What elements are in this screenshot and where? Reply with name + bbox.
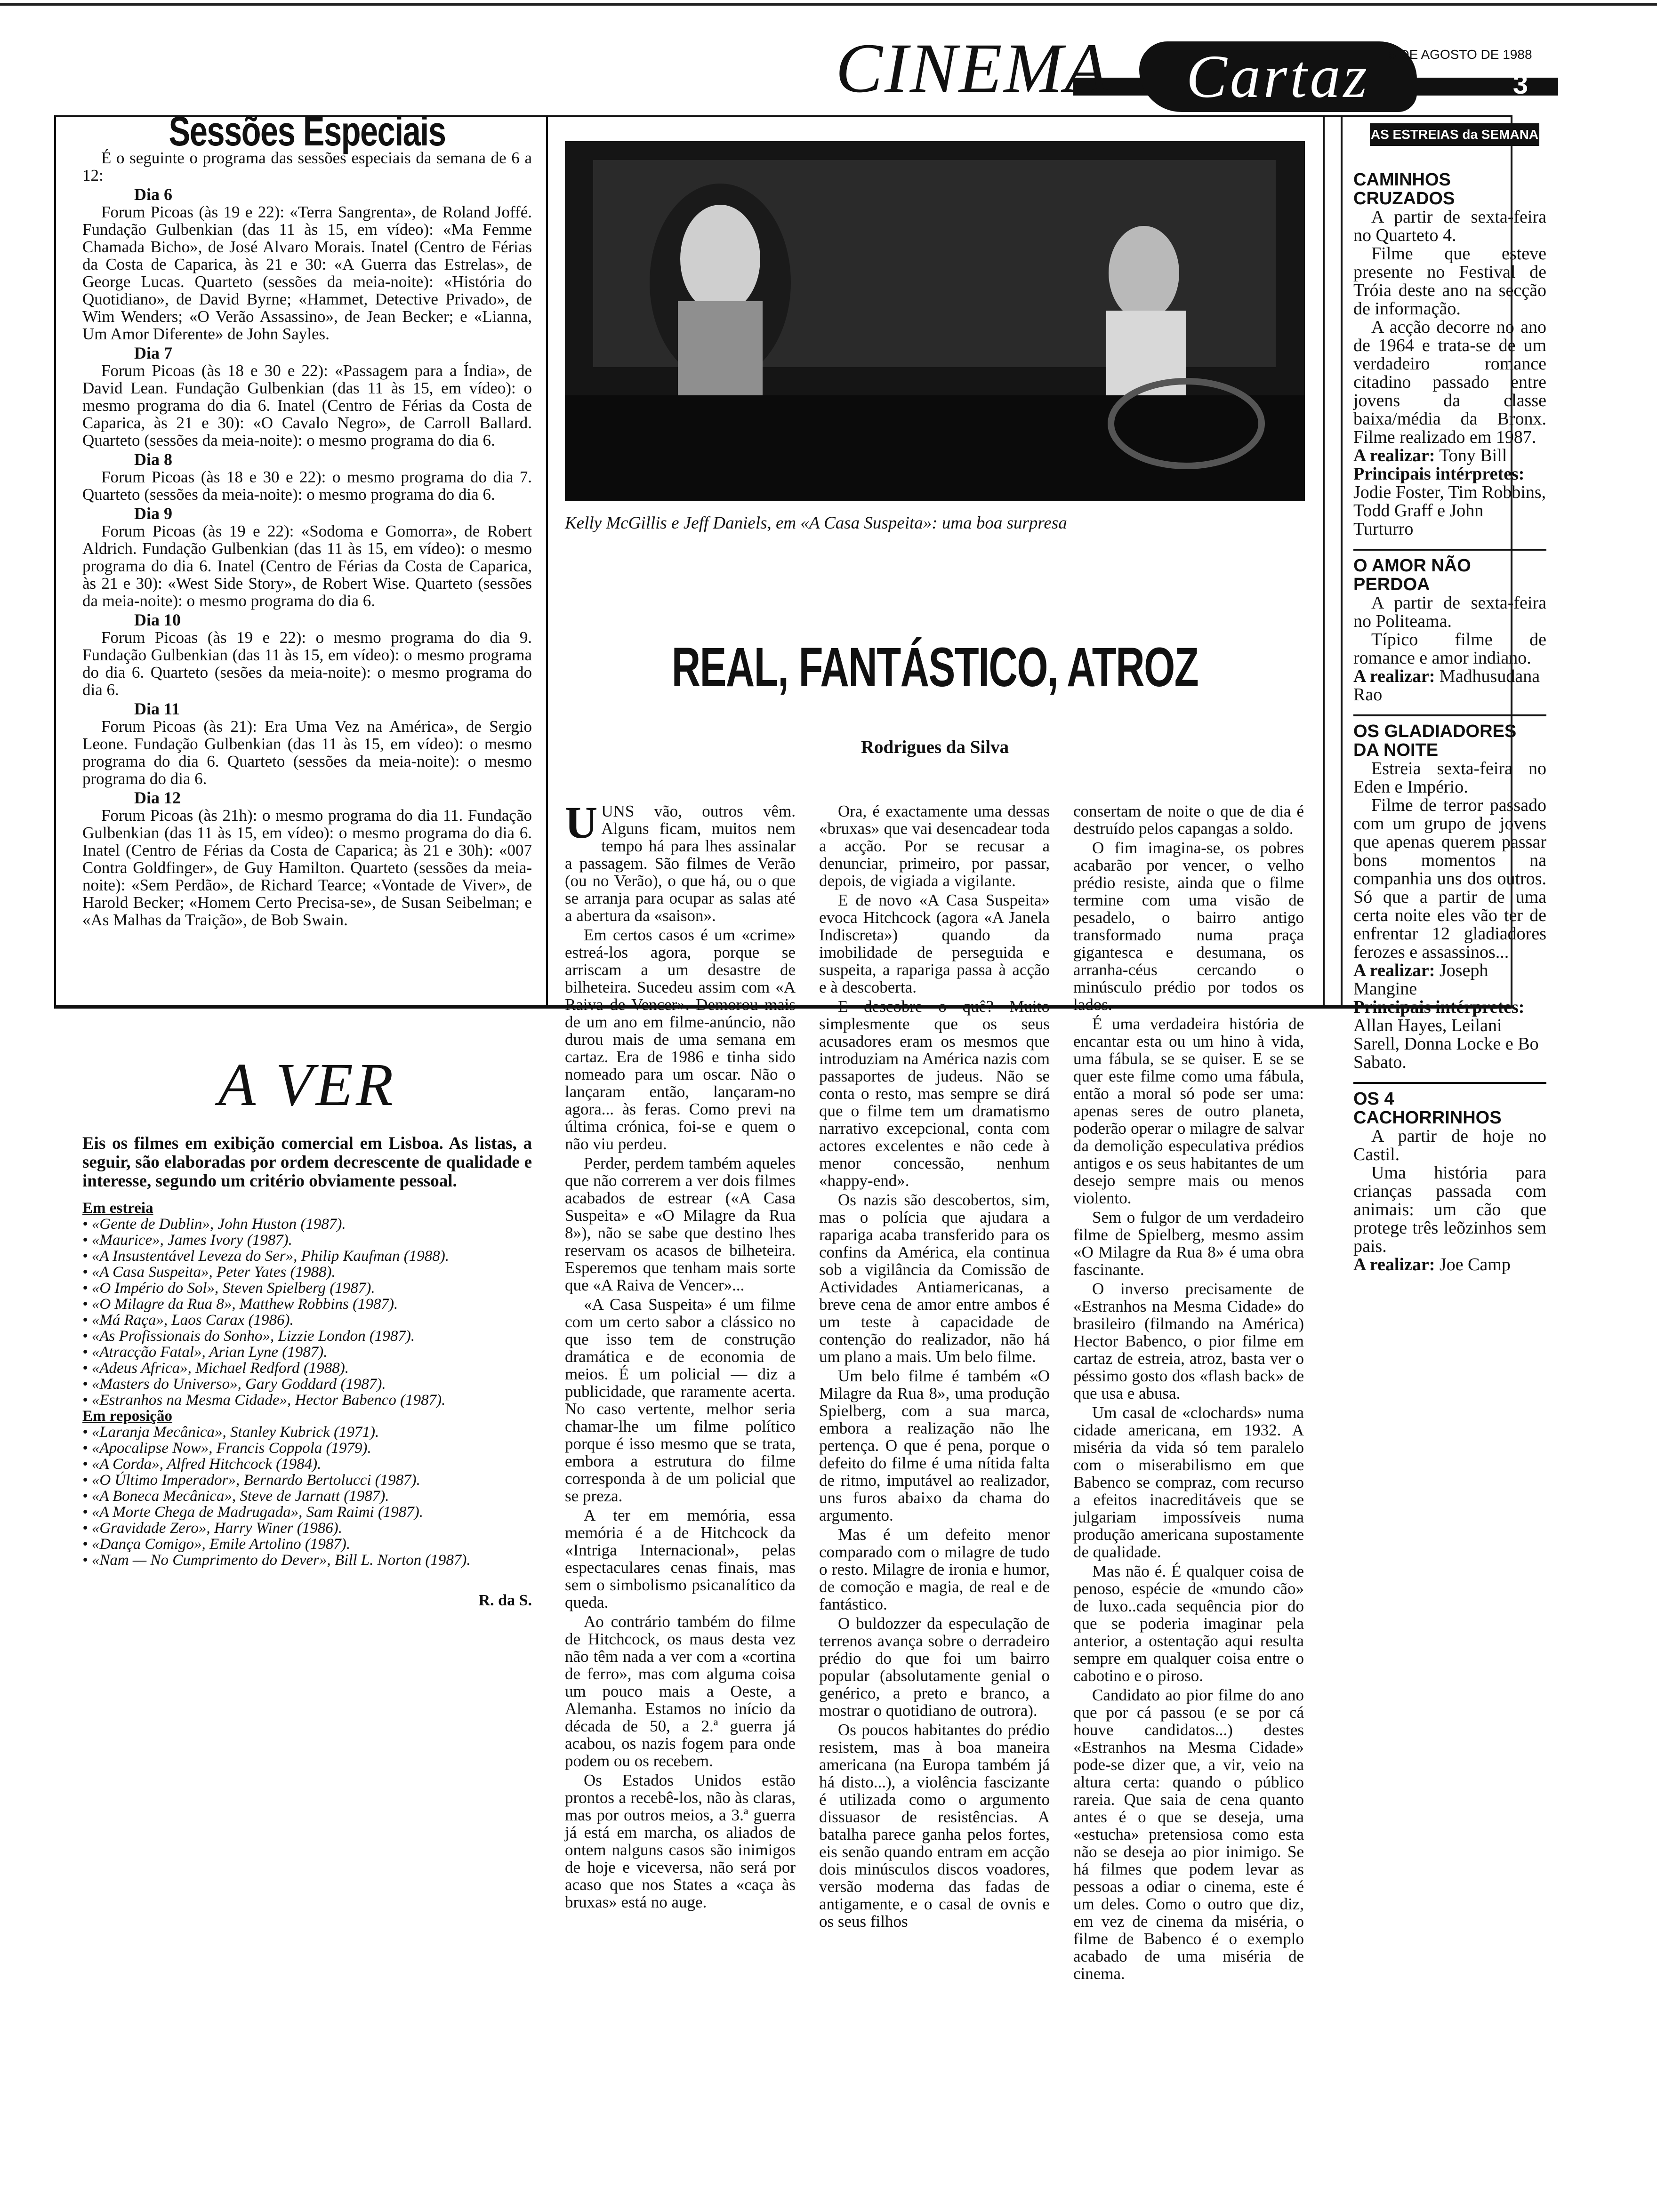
paragraph: consertam de noite o que de dia é destruído pelos capangas a soldo.: [1073, 802, 1304, 838]
paragraph: Ao contrário também do filme de Hitchcock, os maus desta vez não têm nada a ver com a «cortina de ferro», mas com alguma coisa um pouco mais a Oeste, a Alemanha. Estamos no início da década de 50, a 2.ª guerra já acabou, os nazis fogem para onde podem ou os recebem.: [565, 1612, 796, 1770]
day-program: Forum Picoas (às 18 e 30 e 22): o mesmo programa do dia 7. Quarteto (sessões da meia-noite): o mesmo programa do dia 6.: [82, 468, 532, 504]
film-info: A partir de sexta-feira no Politeama.: [1353, 593, 1546, 631]
list-item: • «O Milagre da Rua 8», Matthew Robbins (1987).: [82, 1296, 398, 1313]
article-column-1: [565, 797, 796, 1913]
film-info: Filme de terror passado com um grupo de jovens que apenas querem passar bons momentos na companhia uns dos outros. Só que a partir de uma certa noite eles vão ter de enfrentar 12 gladiadores ferozes e assassinos...: [1353, 795, 1546, 962]
sessoes-intro: É o seguinte o programa das sessões especiais da semana de 6 a 12:: [82, 149, 532, 184]
paragraph: E de novo «A Casa Suspeita» evoca Hitchcock (agora «A Janela Indiscreta») quando da imobilidade de perseguida e suspeita, a rapariga passa à acção e à descoberta.: [819, 891, 1050, 996]
paragraph: «A Casa Suspeita» é um filme com um certo sabor a clássico no que isso tem de construção dramática e de economia de meios. É um policial — diz a publicidade, que raramente acerta. No caso vertente, melhor seria chamar-lhe um filme político porque é isso mesmo que se trata, embora a estrutura do filme corresponda à de um policial que se preza.: [565, 1295, 796, 1505]
film-info: A partir de sexta-feira no Quarteto 4.: [1353, 207, 1546, 245]
article-headline: REAL, FANTÁSTICO, ATROZ: [671, 636, 1199, 698]
signature: R. da S.: [478, 1592, 532, 1609]
paragraph: Um belo filme é também «O Milagre da Rua 8», uma produção Spielberg, com a sua marca, embora a realização não lhe pertença. O que é pena, porque o defeito do filme é uma nítida falta de ritmo, imputável ao realizador, uns furos abaixo da chama do argumento.: [819, 1367, 1050, 1524]
film-director: A realizar: Madhusudana Rao: [1353, 666, 1540, 705]
car-scene-illustration: [565, 141, 1305, 501]
film-entry: [1353, 716, 1546, 1084]
day-heading: Dia 8: [134, 450, 172, 469]
list-item: • «Gente de Dublin», John Huston (1987).: [82, 1216, 346, 1233]
paragraph: Em certos casos é um «crime» estreá-los agora, porque se arriscam a um desastre de bilheteira. Sucedeu assim com «A Raiva de Vencer». Demorou mais de um ano em filme-anúncio, não durou mais de uma semana em cartaz. Era de 1986 e tinha sido nomeado para um oscar. Não o lançaram então, lançaram-no agora... às feras. Como previ na última crónica, foi-se e quem o não viu perdeu.: [565, 926, 796, 1153]
sessoes-especiais: [82, 108, 532, 930]
paragraph: A ter em memória, essa memória é a de Hitchcock da «Intriga Internacional», pelas espectaculares cenas finais, mas sem o simbolismo psicanalítico da queda.: [565, 1506, 796, 1611]
list-item: • «A Corda», Alfred Hitchcock (1984).: [82, 1456, 322, 1473]
estreias-sidebar: [1353, 165, 1546, 1274]
film-director: A realizar: Joe Camp: [1353, 1255, 1511, 1274]
paragraph: Os poucos habitantes do prédio resistem, mas à boa maneira americana (na Europa também já há disto...), a violência fascizante é utilizada como o argumento dissuasor de resistências. A batalha parece ganha pelos fortes, eis senão quando entram em acção dois minúsculos discos voadores, versão moderna das fadas de antigamente, e o casal de ovnis e os seus filhos: [819, 1721, 1050, 1931]
film-info: Típico filme de romance e amor indiano.: [1353, 630, 1546, 668]
film-cast: Principais intérpretes: Allan Hayes, Leilani Sarell, Donna Locke e Bo Sabato.: [1353, 997, 1539, 1072]
a-ver-intro: Eis os filmes em exibição comercial em Lisboa. As listas, a seguir, são elaboradas por ordem decrescente de qualidade e interesse, segundo um critério obviamente pessoal.: [82, 1134, 532, 1191]
paragraph: Candidato ao pior filme do ano que por cá passou (e se por cá houve candidatos...) destes «Estranhos na Mesma Cidade» pode-se dizer que, a vir, veio na altura certa: quando o público rareia. Que saia de cena quanto antes é o que se deseja, uma «estucha» pretensiosa como esta não se deseja ao pior inimigo. Se há filmes que podem levar as pessoas a odiar o cinema, este é um deles. Como o outro que diz, em vez de cinema da miséria, o filme de Babenco é o exemplo acabado de uma miséria de cinema.: [1073, 1686, 1304, 1983]
list-item: • «O Último Imperador», Bernardo Bertolucci (1987).: [82, 1472, 420, 1489]
photo-caption: Kelly McGillis e Jeff Daniels, em «A Casa Suspeita»: uma boa surpresa: [565, 513, 1067, 533]
day-program: Forum Picoas (às 21): Era Uma Vez na América», de Sergio Leone. Fundação Gulbenkian (das 11 às 15, em vídeo): o mesmo programa do dia 6. Quarteto (sessões da meia-noite): o mesmo programa do dia 6.: [82, 717, 532, 788]
list-item: • «Laranja Mecânica», Stanley Kubrick (1971).: [82, 1424, 379, 1441]
paragraph: UUNS vão, outros vêm. Alguns ficam, muitos nem tempo há para lhes assinalar a passagem. São filmes de Verão (ou no Verão), o que há, ou o que se arranja para ocupar as salas até a abertura da «saison».: [565, 797, 796, 925]
cartaz-logo: Cartaz: [1139, 41, 1417, 112]
film-entry: [1353, 1084, 1546, 1274]
film-director: A realizar: Joseph Mangine: [1353, 961, 1488, 999]
page-number: 3: [1512, 69, 1528, 100]
drop-cap: U: [565, 797, 598, 848]
article-column-2: [819, 802, 1050, 1932]
film-info: A acção decorre no ano de 1964 e trata-se de um verdadeiro romance citadino passado entre jovens da classe baixa/média da Bronx. Filme realizado em 1987.: [1353, 317, 1546, 447]
paragraph: É uma verdadeira história de encantar esta ou um hino à vida, uma fábula, se se quiser. E se se quer este filme como uma fábula, então a moral só pode ser uma: apenas seres de outro planeta, poderão operar o milagre de salvar da demolição especulativa prédios antigos e os seus habitantes de um desejo sempre mais ou menos violento.: [1073, 1015, 1304, 1207]
estreias-banner: AS ESTREIAS da SEMANA: [1370, 123, 1539, 146]
a-ver-title: A VER: [218, 1051, 396, 1119]
list-item: • «A Casa Suspeita», Peter Yates (1988).: [82, 1264, 336, 1281]
sessoes-title: Sessões Especiais: [169, 108, 446, 154]
reposicao-label: Em reposição: [82, 1408, 172, 1425]
day-program: Forum Picoas (às 18 e 30 e 22): «Passagem para a Índia», de David Lean. Fundação Gulbenkian (das 11 às 15, em vídeo): o mesmo programa do dia 6. Inatel (Centro de Férias da Costa de Caparica, às 21 e 30): «O Cavalo Negro», de Carroll Ballard. Quarteto (sessões da meia-noite): o mesmo programa do dia 6.: [82, 361, 532, 449]
film-info: Estreia sexta-feira no Eden e Império.: [1353, 759, 1546, 797]
list-item: • «A Insustentável Leveza do Ser», Philip Kaufman (1988).: [82, 1248, 450, 1265]
day-program: Forum Picoas (às 21h): o mesmo programa do dia 11. Fundação Gulbenkian (das 11 às 15, em vídeo): o mesmo programa do dia 6. Inatel (Centro de Férias da Costa de Caparica; às 21 e 30h): «007 Contra Goldfinger», de Guy Hamilton. Quarteto (sessões da meia-noite): «Sem Perdão», de Richard Tearce; «Vontade de Viver», de Harold Becker; «Homem Certo Precisa-se», de Susan Seibelman; e «As Malhas da Traição», de Bob Swain.: [82, 806, 532, 929]
list-item: • «Estranhos na Mesma Cidade», Hector Babenco (1987).: [82, 1392, 446, 1409]
paragraph: O fim imagina-se, os pobres acabarão por vencer, o velho prédio resiste, ainda que o filme termine com uma visão de pesadelo, o bairro antigo transformado numa praça gigantesca e desumana, os arranha-céus cercando o minúsculo prédio por todos os lados.: [1073, 839, 1304, 1014]
list-item: • «As Profissionais do Sonho», Lizzie London (1987).: [82, 1328, 415, 1345]
day-program: Forum Picoas (às 19 e 22): «Terra Sangrenta», de Roland Joffé. Fundação Gulbenkian (das 11 às 15, em vídeo): «Ma Femme Chamada Bicho», de José Alvaro Morais. Inatel (Centro de Férias da Costa de Caparica, às 21 e 30: «A Guerra das Estrelas», de George Lucas. Quarteto (sessões da meia-noite): «História do Quotidiano», de David Byrne; «Hammet, Detective Privado», de Wim Wenders; «O Verão Assassino», de Jean Becker; e «Lianna, Um Amor Diferente» de John Sayles.: [82, 203, 532, 343]
day-heading: Dia 6: [134, 185, 172, 204]
list-item: • «Dança Comigo», Emile Artolino (1987).: [82, 1536, 351, 1553]
film-entry: [1353, 165, 1546, 551]
film-info: A partir de hoje no Castil.: [1353, 1126, 1546, 1164]
estreia-label: Em estreia: [82, 1200, 153, 1217]
column-rule-left: [546, 115, 548, 1005]
film-entry: [1353, 551, 1546, 716]
column-rule-right: [1323, 115, 1325, 1005]
list-item: • «O Império do Sol», Steven Spielberg (1987).: [82, 1280, 375, 1297]
top-rule: [0, 3, 1657, 6]
list-item: • «Má Raça», Laos Carax (1986).: [82, 1312, 294, 1329]
paragraph: Perder, perdem também aqueles que não correrem a ver dois filmes acabados de estrear («A Casa Suspeita» e «O Milagre da Rua 8»), não se sabe que destino lhes reservam os acasos de bilheteira. Esperemos que tenham mais sorte que «A Raiva de Vencer»...: [565, 1154, 796, 1294]
day-heading: Dia 11: [134, 699, 180, 718]
film-director: A realizar: Tony Bill: [1353, 446, 1507, 465]
paragraph: Mas não é. É qualquer coisa de penoso, espécie de «mundo cão» de luxo..cada sequência pior do que se poderia imaginar pela anterior, a ostentação aqui resulta sempre em qualquer coisa entre o cabotino e o piroso.: [1073, 1562, 1304, 1685]
paragraph: Os nazis são descobertos, sim, mas o polícia que ajudara a rapariga acaba transferido para os confins da América, ela continua sob a vigilância da Comissão de Actividades Antiamericanas, a breve cena de amor entre ambos é um teste à capacidade de contenção do realizador, não há um plano a mais. Um belo filme.: [819, 1191, 1050, 1366]
day-heading: Dia 7: [134, 344, 172, 362]
paragraph: Os Estados Unidos estão prontos a recebê-los, não às claras, mas por outros meios, a 3.ª guerra já está em marcha, os aliados de ontem nalguns casos são inimigos de hoje e viceversa, não será por acaso que nos States a «caça às bruxas» está no auge.: [565, 1771, 796, 1911]
film-lists: [82, 1200, 532, 1568]
day-program: Forum Picoas (às 19 e 22): «Sodoma e Gomorra», de Robert Aldrich. Fundação Gulbenkian (das 11 às 15, em vídeo): o mesmo programa do dia 6. Inatel (Centro de Férias da Costa de Caparica, às 21 e 30): «West Side Story», de Robert Wise. Quarteto (sessões da meia-noite): o mesmo programa do dia 6.: [82, 522, 532, 610]
list-item: • «Apocalipse Now», Francis Coppola (1979).: [82, 1440, 371, 1457]
film-title: CAMINHOS CRUZADOS: [1353, 170, 1455, 208]
list-item: • «Adeus Africa», Michael Redford (1988).: [82, 1360, 349, 1377]
film-still-photo: [565, 141, 1305, 501]
paragraph: O buldozzer da especulação de terrenos avança sobre o derradeiro prédio do que foi um bairro popular (absolutamente genial o genérico, a preto e branco, a mostrar o quotidiano de outrora).: [819, 1614, 1050, 1720]
film-title: O AMOR NÃO PERDOA: [1353, 556, 1471, 594]
list-item: • «Nam — No Cumprimento do Dever», Bill L. Norton (1987).: [82, 1552, 471, 1569]
day-heading: Dia 12: [134, 788, 181, 807]
list-item: • «Maurice», James Ivory (1987).: [82, 1232, 292, 1249]
day-heading: Dia 9: [134, 504, 172, 523]
paragraph: Sem o fulgor de um verdadeiro filme de Spielberg, mesmo assim «O Milagre da Rua 8» é uma obra fascinante.: [1073, 1208, 1304, 1279]
column-rule-sidebar: [1341, 115, 1343, 1005]
film-title: OS GLADIADORES DA NOITE: [1353, 721, 1517, 760]
issue-date: 5 DE AGOSTO DE 1988: [1389, 47, 1532, 62]
day-program: Forum Picoas (às 19 e 22): o mesmo programa do dia 9. Fundação Gulbenkian (das 11 às 15, em vídeo): o mesmo programa do dia 6. Quarteto (sesões da meia-noite): o mesmo programa do dia 6.: [82, 628, 532, 699]
paragraph: Um casal de «clochards» numa cidade americana, em 1932. A miséria da vida só tem paralelo com o miserabilismo em que Babenco se compraz, com recurso a efeitos inacreditáveis que se julgariam impossíveis numa produção americana supostamente de qualidade.: [1073, 1403, 1304, 1561]
section-title: CINEMA: [836, 29, 1110, 107]
day-heading: Dia 10: [134, 610, 181, 629]
paragraph: E descobre o quê? Muito simplesmente que os seus acusadores eram os mesmos que introduziam na América nazis com passaportes de judeus. Não se conta o resto, mas sempre se dirá que o filme tem um dramatismo narrativo excepcional, conta com actores excelentes e não cede à menor concessão, nenhum «happy-end».: [819, 997, 1050, 1190]
film-info: Uma história para crianças passada com animais: um cão que protege três leõzinhos sem pais.: [1353, 1163, 1546, 1256]
list-item: • «Gravidade Zero», Harry Winer (1986).: [82, 1520, 343, 1537]
article-byline: Rodrigues da Silva: [861, 737, 1009, 757]
list-item: • «Masters do Universo», Gary Goddard (1987).: [82, 1376, 386, 1393]
article-column-3: [1073, 802, 1304, 1984]
list-item: • «A Morte Chega de Madrugada», Sam Raimi (1987).: [82, 1504, 424, 1521]
list-item: • «Atracção Fatal», Arian Lyne (1987).: [82, 1344, 328, 1361]
paragraph: Ora, é exactamente uma dessas «bruxas» que vai desencadear toda a acção. Por se recusar a denunciar, primeiro, por passar, depois, de vigiada a vigilante.: [819, 802, 1050, 890]
a-ver-section: [82, 1051, 532, 1610]
list-item: • «A Boneca Mecânica», Steve de Jarnatt (1987).: [82, 1488, 389, 1505]
paragraph: Mas é um defeito menor comparado com o milagre de tudo o resto. Milagre de ironia e humor, de comoção e magia, de real e de fantástico.: [819, 1525, 1050, 1613]
film-info: Filme que esteve presente no Festival de Tróia deste ano na secção de informação.: [1353, 244, 1546, 319]
film-cast: Principais intérpretes: Jodie Foster, Tim Robbins, Todd Graff e John Turturro: [1353, 464, 1546, 539]
film-title: OS 4 CACHORRINHOS: [1353, 1089, 1502, 1128]
paragraph: O inverso precisamente de «Estranhos na Mesma Cidade» do brasileiro (filmando na América) Hector Babenco, o pior filme em cartaz de estreia, atroz, basta ver o péssimo gosto dos «flash back» de que usa e abusa.: [1073, 1280, 1304, 1403]
